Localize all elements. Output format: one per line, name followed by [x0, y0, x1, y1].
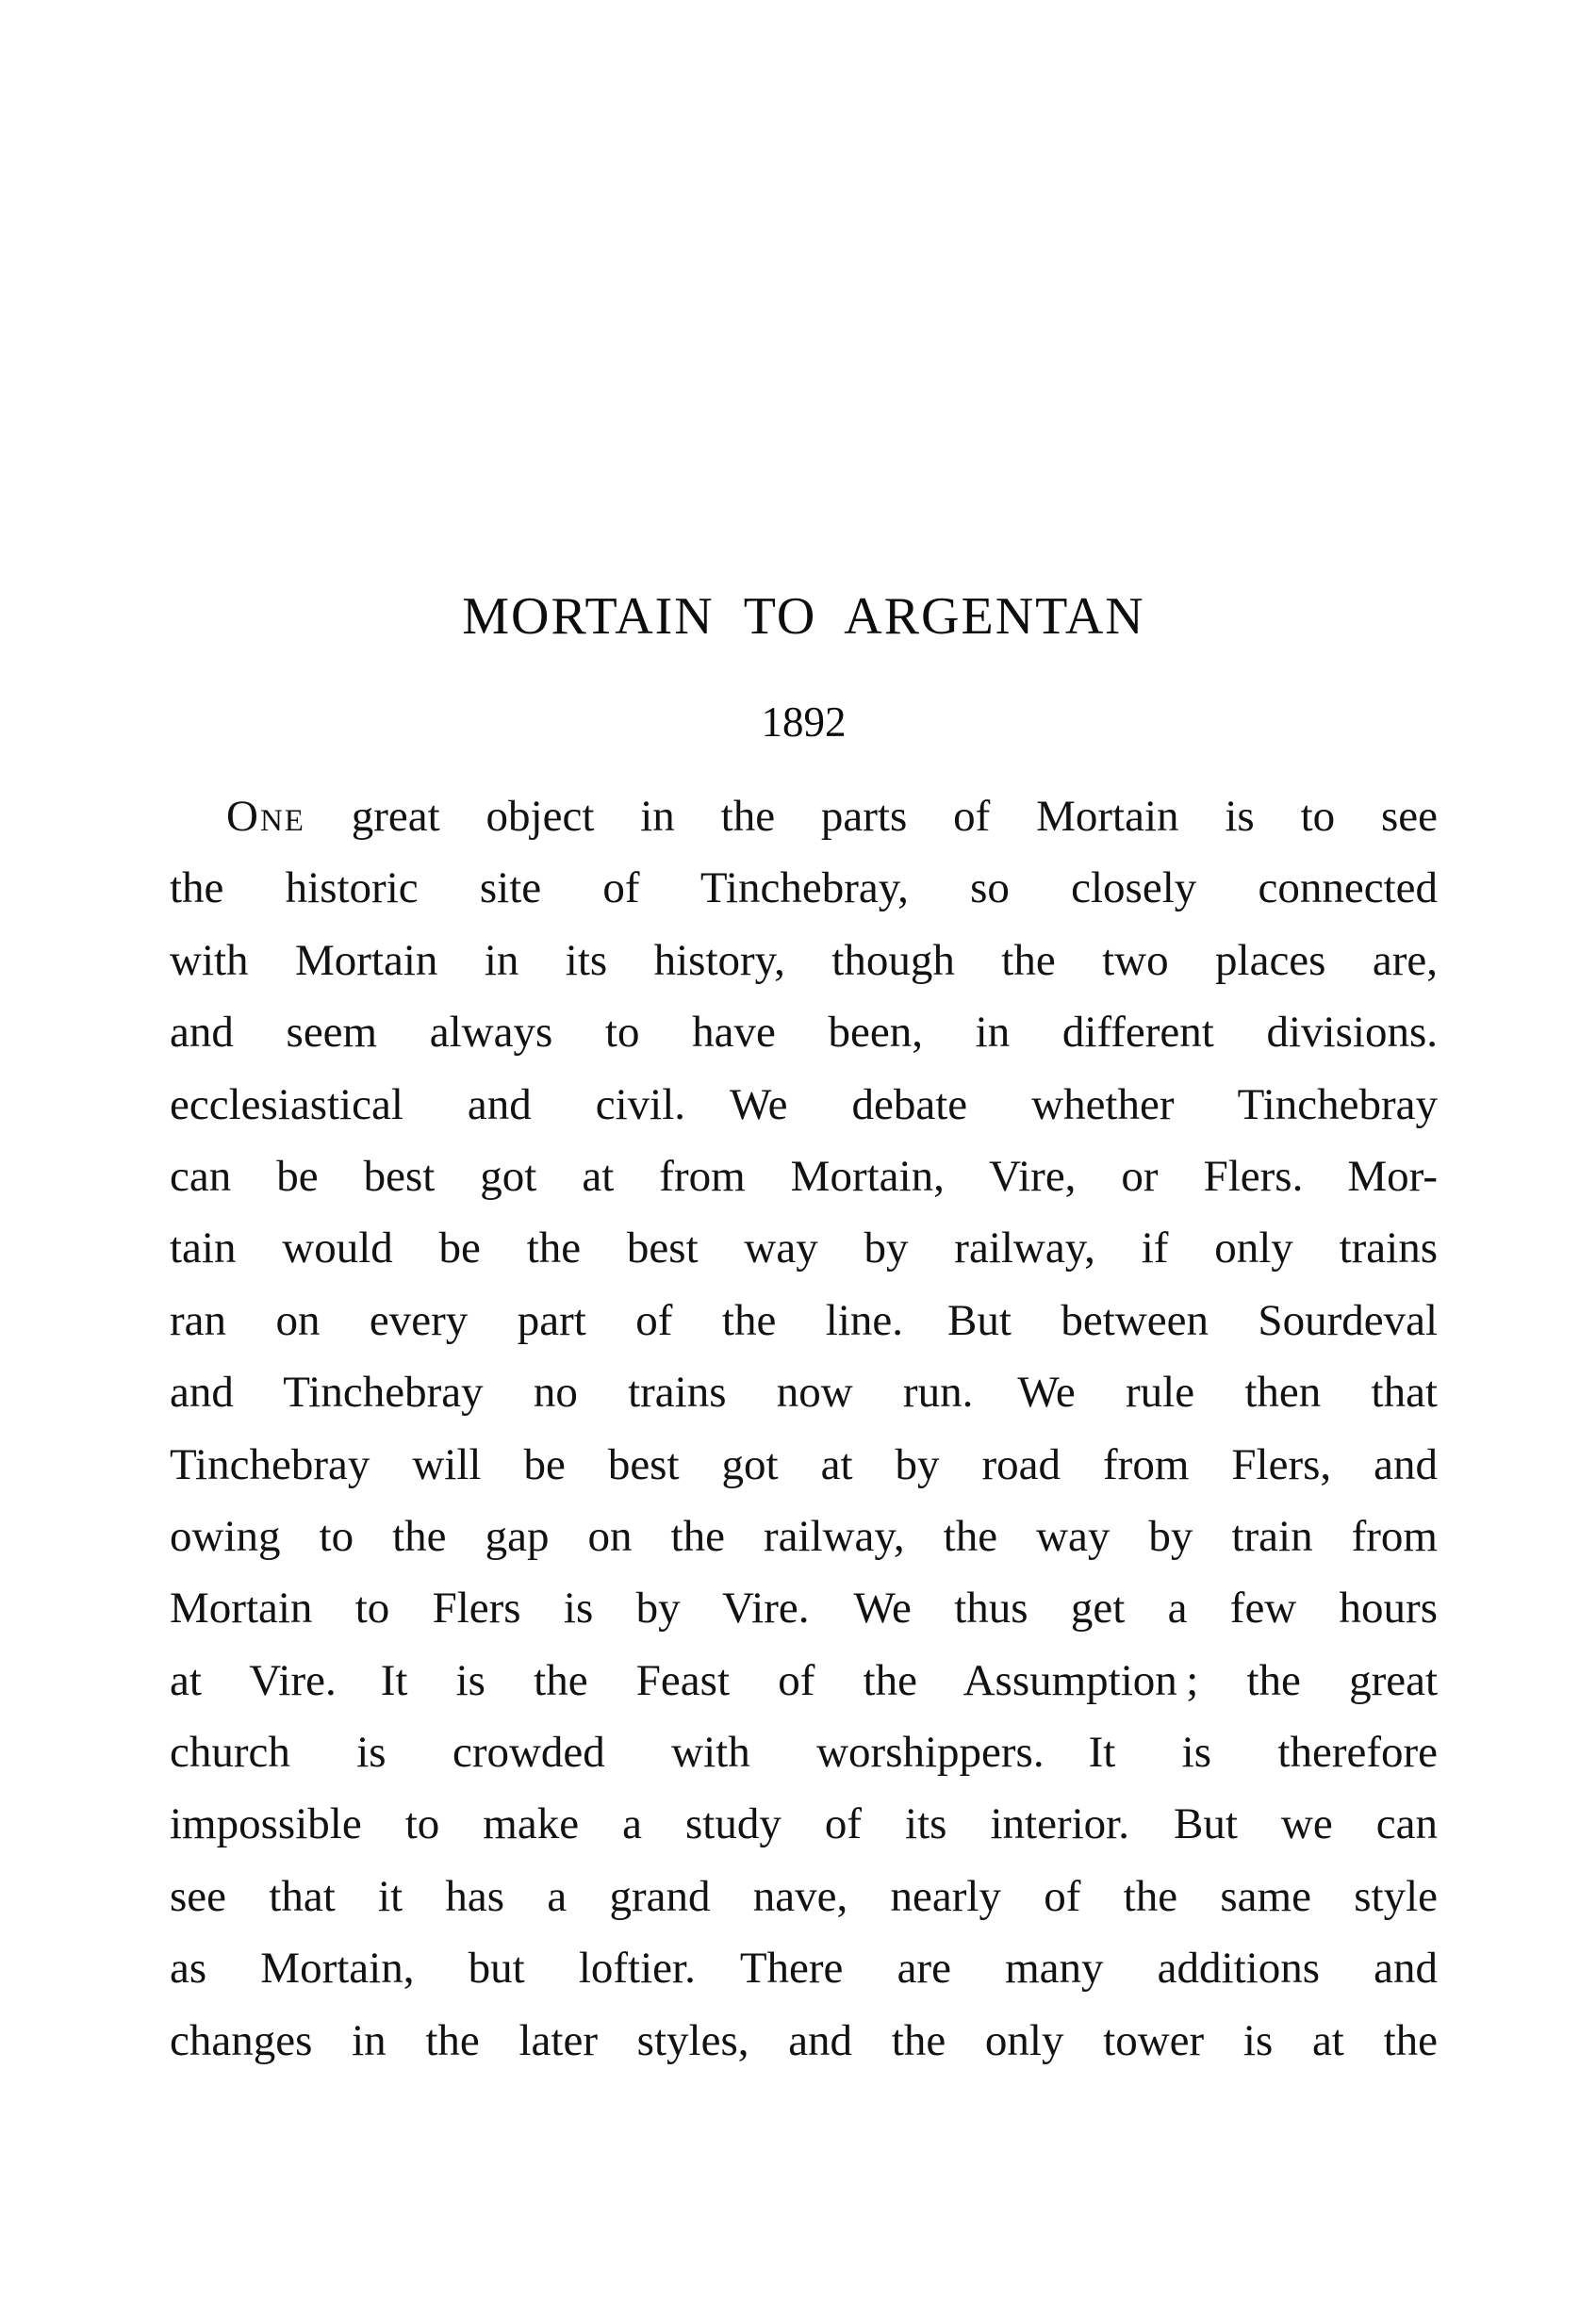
text-line: as Mortain, but loftier. There are many additions and: [170, 1944, 1438, 1994]
first-line-rest: great object in the parts of Mortain is to see: [304, 792, 1438, 841]
lead-word: One: [226, 792, 305, 841]
text-line: ecclesiastical and civil. We debate whether Tinchebray: [170, 1079, 1438, 1129]
text-line: the historic site of Tinchebray, so closely connected: [170, 863, 1438, 913]
chapter-year: 1892: [761, 698, 847, 746]
body-paragraph: [170, 780, 1438, 2077]
text-line: ran on every part of the line. But between Sourdeval: [170, 1295, 1438, 1345]
text-line: church is crowded with worshippers. It is therefore: [170, 1728, 1438, 1778]
text-line: changes in the later styles, and the only tower is at the: [170, 2015, 1438, 2065]
text-line: [170, 780, 1438, 852]
text-line: and Tinchebray no trains now run. We rule then that: [170, 1368, 1438, 1418]
text-line: see that it has a grand nave, nearly of the same style: [170, 1871, 1438, 1921]
text-line: with Mortain in its history, though the two places are,: [170, 935, 1438, 985]
chapter-title: MORTAIN TO ARGENTAN: [462, 587, 1145, 646]
text-line: owing to the gap on the railway, the way by train from: [170, 1511, 1438, 1561]
text-line: Mortain to Flers is by Vire. We thus get a few hours: [170, 1584, 1438, 1634]
text-line: impossible to make a study of its interior. But we can: [170, 1799, 1438, 1849]
text-line: and seem always to have been, in different divisions.: [170, 1008, 1438, 1058]
text-line: can be best got at from Mortain, Vire, or Flers. Mor-: [170, 1151, 1438, 1201]
text-line: at Vire. It is the Feast of the Assumption ; the great: [170, 1655, 1438, 1705]
text-line: tain would be the best way by railway, if only trains: [170, 1223, 1438, 1273]
text-line: Tinchebray will be best got at by road from Flers, and: [170, 1439, 1438, 1489]
